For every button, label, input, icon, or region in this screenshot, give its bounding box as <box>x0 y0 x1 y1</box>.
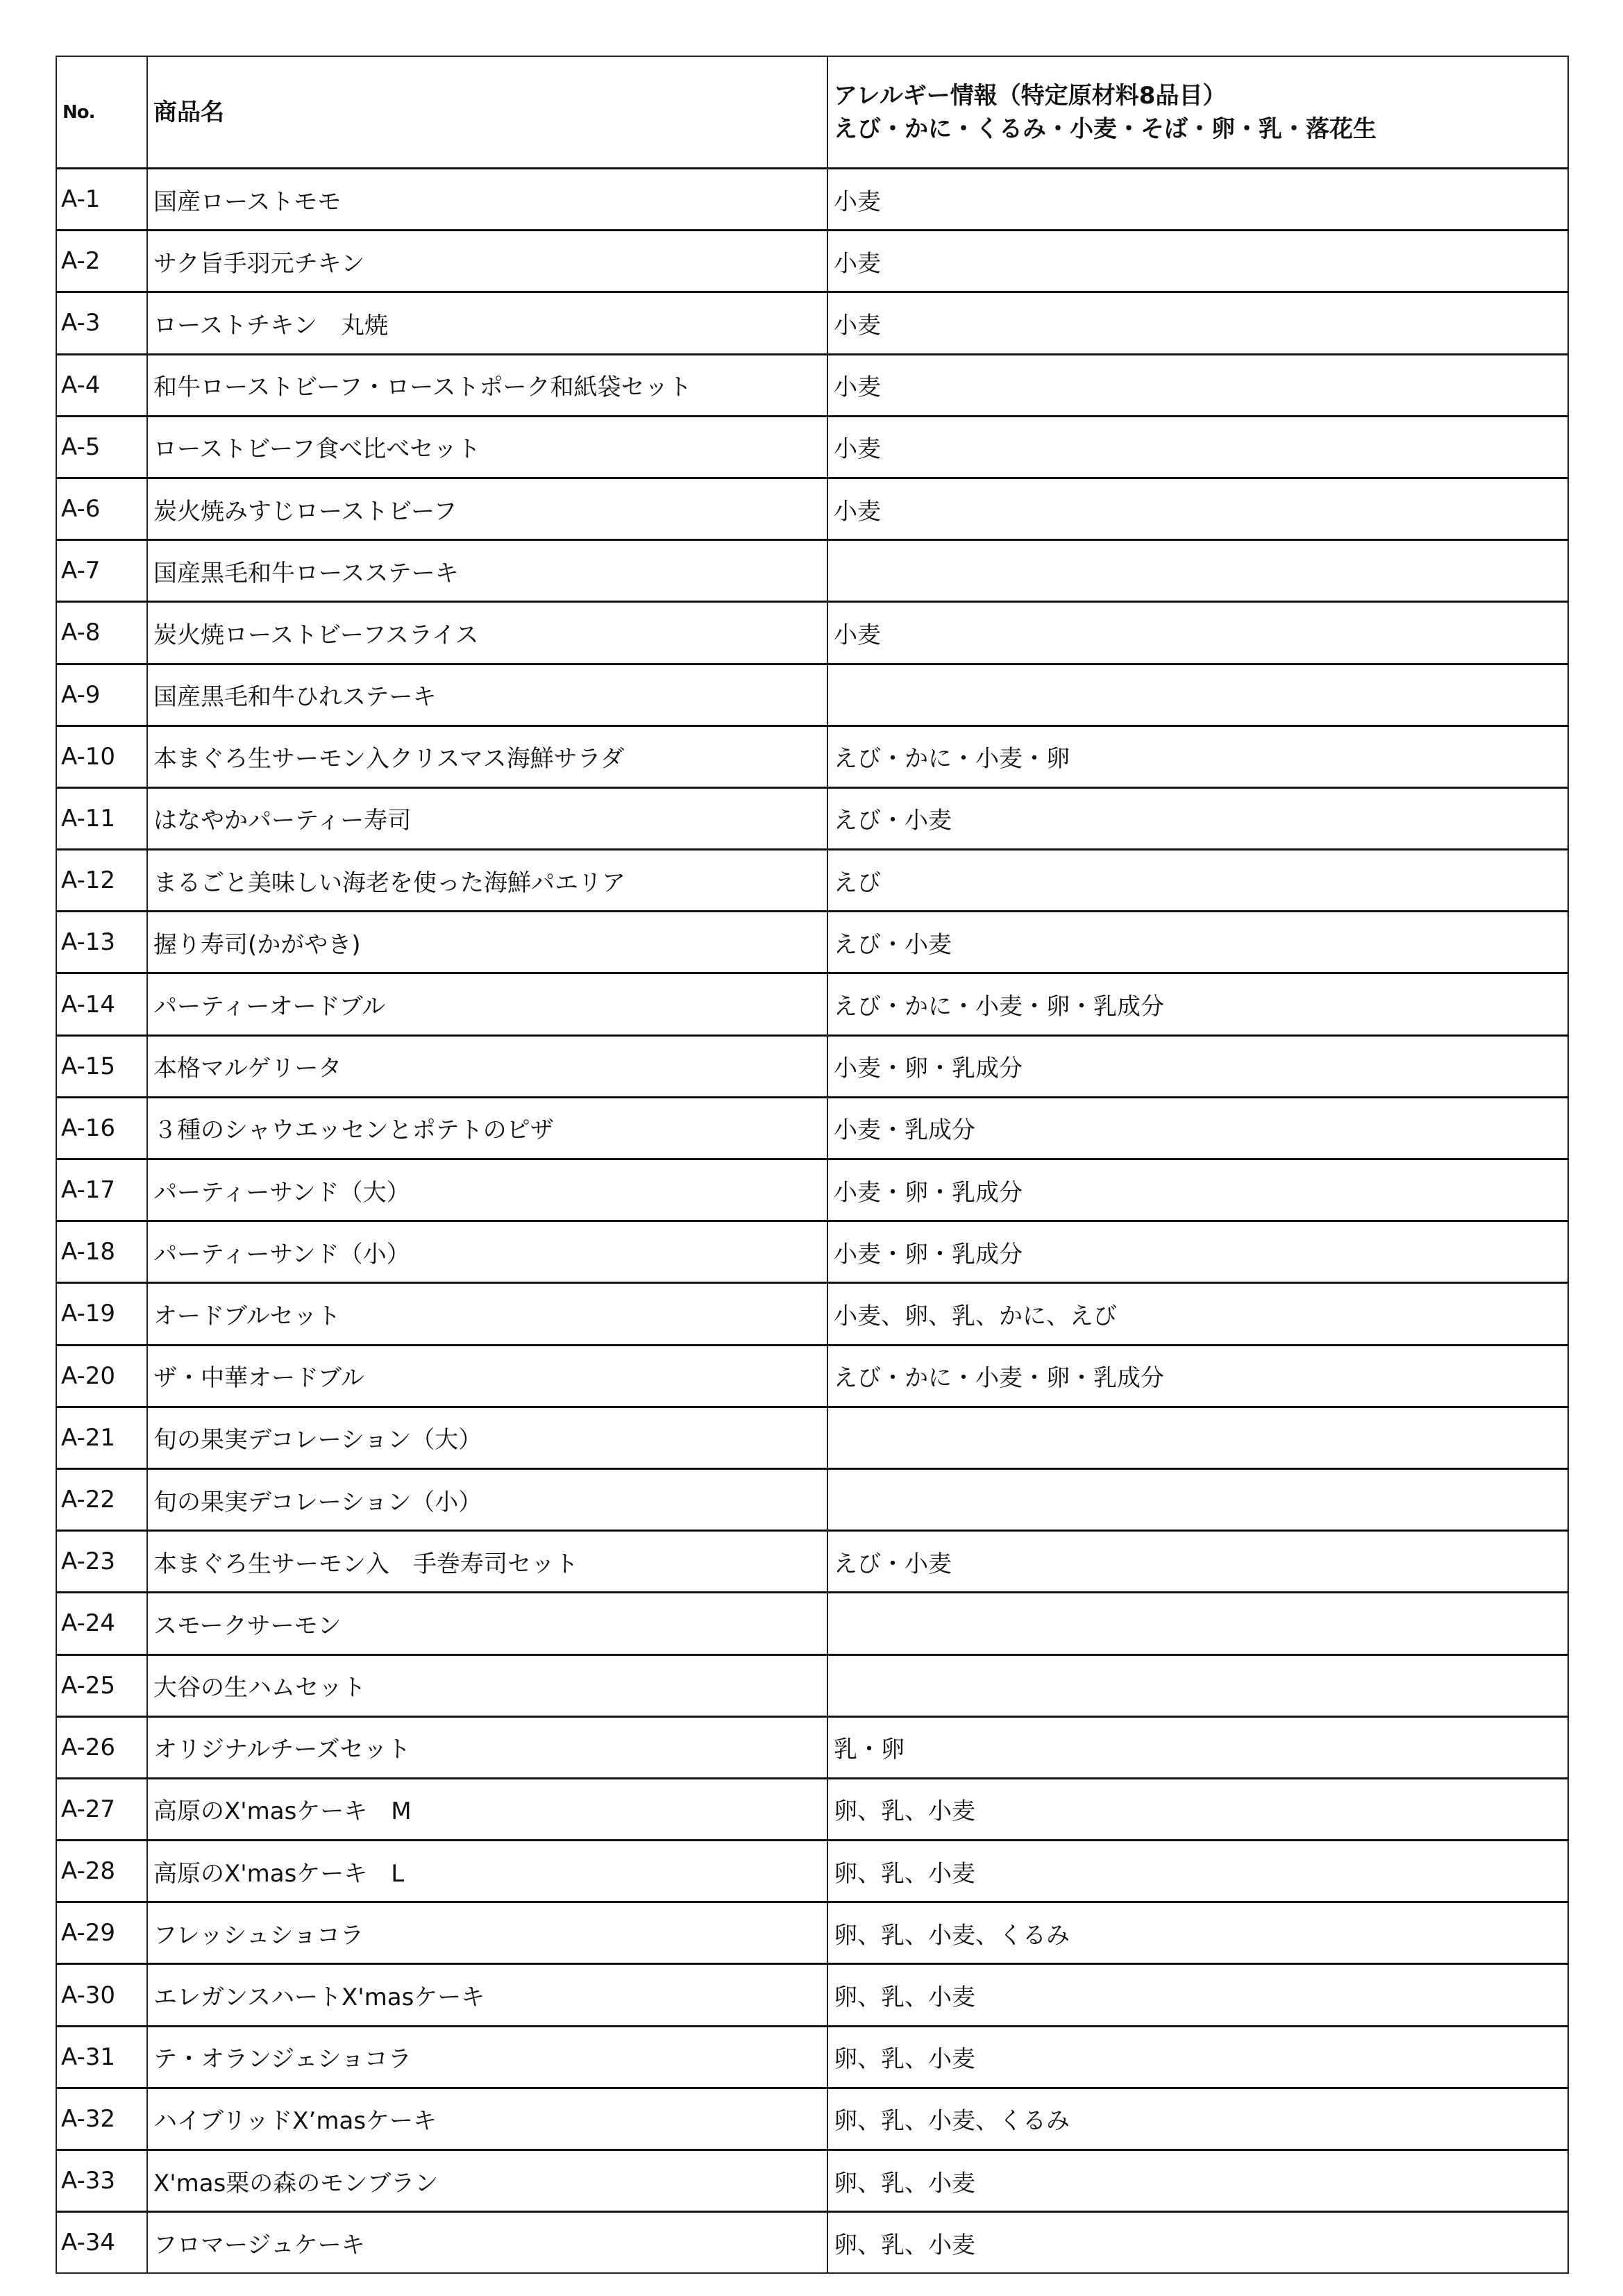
table-header <box>56 56 1568 169</box>
allergy-info: 小麦 <box>827 416 1568 478</box>
product-name: フレッシュショコラ <box>147 1902 827 1964</box>
row-number: A-5 <box>56 416 147 478</box>
product-name: 高原のX'masケーキ M <box>147 1778 827 1840</box>
table-row <box>56 354 1568 416</box>
table-row <box>56 664 1568 726</box>
product-name: X'mas栗の森のモンブラン <box>147 2150 827 2212</box>
table-row <box>56 602 1568 664</box>
allergy-info: えび・小麦 <box>827 787 1568 849</box>
table-body <box>56 169 1568 2274</box>
allergy-info: 卵、乳、小麦 <box>827 2026 1568 2088</box>
product-name: ザ・中華オードブル <box>147 1345 827 1407</box>
product-name: ３種のシャウエッセンとポテトのピザ <box>147 1097 827 1159</box>
allergy-info: えび <box>827 850 1568 912</box>
table-row <box>56 1221 1568 1283</box>
table-row <box>56 1345 1568 1407</box>
allergy-info <box>827 540 1568 602</box>
row-number: A-34 <box>56 2212 147 2274</box>
table-row <box>56 850 1568 912</box>
product-name: テ・オランジェショコラ <box>147 2026 827 2088</box>
table-row <box>56 1716 1568 1778</box>
product-name: 旬の果実デコレーション（小） <box>147 1468 827 1530</box>
row-number: A-8 <box>56 602 147 664</box>
product-name: はなやかパーティー寿司 <box>147 787 827 849</box>
allergy-info: 卵、乳、小麦 <box>827 1841 1568 1902</box>
product-name: パーティーオードブル <box>147 973 827 1035</box>
product-name: スモークサーモン <box>147 1593 827 1654</box>
row-number: A-23 <box>56 1531 147 1593</box>
table-row <box>56 912 1568 973</box>
product-name: 本まぐろ生サーモン入クリスマス海鮮サラダ <box>147 726 827 787</box>
allergy-info: 小麦・乳成分 <box>827 1097 1568 1159</box>
product-name: パーティーサンド（大） <box>147 1159 827 1221</box>
table-row <box>56 540 1568 602</box>
allergy-info <box>827 1593 1568 1654</box>
product-name: エレガンスハートX'masケーキ <box>147 1964 827 2026</box>
row-number: A-32 <box>56 2088 147 2150</box>
product-name: 炭火焼ローストビーフスライス <box>147 602 827 664</box>
table-row <box>56 416 1568 478</box>
table-row <box>56 478 1568 539</box>
allergy-info: 乳・卵 <box>827 1716 1568 1778</box>
row-number: A-7 <box>56 540 147 602</box>
allergy-info: 小麦 <box>827 231 1568 292</box>
table-row <box>56 2026 1568 2088</box>
table-row <box>56 726 1568 787</box>
allergy-info: えび・かに・小麦・卵・乳成分 <box>827 973 1568 1035</box>
table-row <box>56 1283 1568 1345</box>
product-name: 炭火焼みすじローストビーフ <box>147 478 827 539</box>
table-row <box>56 1531 1568 1593</box>
allergy-info: えび・小麦 <box>827 912 1568 973</box>
product-name: オードブルセット <box>147 1283 827 1345</box>
table-row <box>56 1468 1568 1530</box>
table-row <box>56 2150 1568 2212</box>
row-number: A-27 <box>56 1778 147 1840</box>
row-number: A-11 <box>56 787 147 849</box>
product-name: ローストビーフ食べ比べセット <box>147 416 827 478</box>
product-name: オリジナルチーズセット <box>147 1716 827 1778</box>
table-row <box>56 1593 1568 1654</box>
table-row <box>56 1654 1568 1716</box>
row-number: A-16 <box>56 1097 147 1159</box>
allergy-info: えび・かに・小麦・卵・乳成分 <box>827 1345 1568 1407</box>
row-number: A-15 <box>56 1035 147 1097</box>
column-header-product-name: 商品名 <box>147 56 827 169</box>
product-name: 大谷の生ハムセット <box>147 1654 827 1716</box>
product-name: 握り寿司(かがやき) <box>147 912 827 973</box>
allergy-info: 小麦 <box>827 169 1568 231</box>
product-name: 本まぐろ生サーモン入 手巻寿司セット <box>147 1531 827 1593</box>
table-row <box>56 1902 1568 1964</box>
product-name: 和牛ローストビーフ・ローストポーク和紙袋セット <box>147 354 827 416</box>
table-row <box>56 1159 1568 1221</box>
allergy-table <box>56 56 1569 2274</box>
allergy-info: 卵、乳、小麦 <box>827 2212 1568 2274</box>
row-number: A-6 <box>56 478 147 539</box>
product-name: ローストチキン 丸焼 <box>147 292 827 354</box>
allergy-info <box>827 1468 1568 1530</box>
row-number: A-21 <box>56 1407 147 1468</box>
table-row <box>56 1097 1568 1159</box>
product-name: まるごと美味しい海老を使った海鮮パエリア <box>147 850 827 912</box>
row-number: A-31 <box>56 2026 147 2088</box>
column-header-no: No. <box>56 56 147 169</box>
allergy-header-title: アレルギー情報（特定原材料8品目） <box>834 81 1227 110</box>
product-name: 高原のX'masケーキ L <box>147 1841 827 1902</box>
allergy-info: 小麦・卵・乳成分 <box>827 1221 1568 1283</box>
table-row <box>56 1407 1568 1468</box>
allergy-info: えび・かに・小麦・卵 <box>827 726 1568 787</box>
table-row <box>56 1778 1568 1840</box>
header-row <box>56 56 1568 169</box>
allergy-info: 卵、乳、小麦、くるみ <box>827 1902 1568 1964</box>
row-number: A-17 <box>56 1159 147 1221</box>
product-name: 本格マルゲリータ <box>147 1035 827 1097</box>
table-row <box>56 2088 1568 2150</box>
allergy-info <box>827 1407 1568 1468</box>
table-row <box>56 2212 1568 2274</box>
row-number: A-4 <box>56 354 147 416</box>
row-number: A-18 <box>56 1221 147 1283</box>
allergy-info: 小麦 <box>827 478 1568 539</box>
allergy-info: 小麦・卵・乳成分 <box>827 1035 1568 1097</box>
allergy-info: 小麦 <box>827 292 1568 354</box>
allergy-info: 卵、乳、小麦 <box>827 1778 1568 1840</box>
table-row <box>56 169 1568 231</box>
product-name: サク旨手羽元チキン <box>147 231 827 292</box>
row-number: A-30 <box>56 1964 147 2026</box>
table-row <box>56 292 1568 354</box>
allergy-info: 小麦、卵、乳、かに、えび <box>827 1283 1568 1345</box>
row-number: A-22 <box>56 1468 147 1530</box>
product-name: 国産黒毛和牛ひれステーキ <box>147 664 827 726</box>
row-number: A-14 <box>56 973 147 1035</box>
row-number: A-19 <box>56 1283 147 1345</box>
row-number: A-1 <box>56 169 147 231</box>
table-row <box>56 787 1568 849</box>
allergy-document <box>56 56 1567 2274</box>
allergy-info: 卵、乳、小麦 <box>827 2150 1568 2212</box>
product-name: 旬の果実デコレーション（大） <box>147 1407 827 1468</box>
row-number: A-12 <box>56 850 147 912</box>
product-name: 国産黒毛和牛ロースステーキ <box>147 540 827 602</box>
product-name: パーティーサンド（小） <box>147 1221 827 1283</box>
allergy-header-items: えび・かに・くるみ・小麦・そば・卵・乳・落花生 <box>834 115 1377 143</box>
product-name: ハイブリッドX’masケーキ <box>147 2088 827 2150</box>
row-number: A-24 <box>56 1593 147 1654</box>
allergy-info <box>827 664 1568 726</box>
allergy-info: 卵、乳、小麦 <box>827 1964 1568 2026</box>
product-name: 国産ローストモモ <box>147 169 827 231</box>
row-number: A-26 <box>56 1716 147 1778</box>
row-number: A-3 <box>56 292 147 354</box>
allergy-info: 小麦 <box>827 354 1568 416</box>
row-number: A-10 <box>56 726 147 787</box>
allergy-info: 小麦 <box>827 602 1568 664</box>
table-row <box>56 231 1568 292</box>
allergy-info: 小麦・卵・乳成分 <box>827 1159 1568 1221</box>
row-number: A-25 <box>56 1654 147 1716</box>
row-number: A-33 <box>56 2150 147 2212</box>
column-header-allergy <box>827 56 1568 169</box>
row-number: A-29 <box>56 1902 147 1964</box>
table-row <box>56 1841 1568 1902</box>
product-name: フロマージュケーキ <box>147 2212 827 2274</box>
row-number: A-2 <box>56 231 147 292</box>
allergy-info: えび・小麦 <box>827 1531 1568 1593</box>
table-row <box>56 973 1568 1035</box>
row-number: A-20 <box>56 1345 147 1407</box>
allergy-info <box>827 1654 1568 1716</box>
row-number: A-13 <box>56 912 147 973</box>
allergy-info: 卵、乳、小麦、くるみ <box>827 2088 1568 2150</box>
table-row <box>56 1964 1568 2026</box>
table-row <box>56 1035 1568 1097</box>
row-number: A-9 <box>56 664 147 726</box>
row-number: A-28 <box>56 1841 147 1902</box>
